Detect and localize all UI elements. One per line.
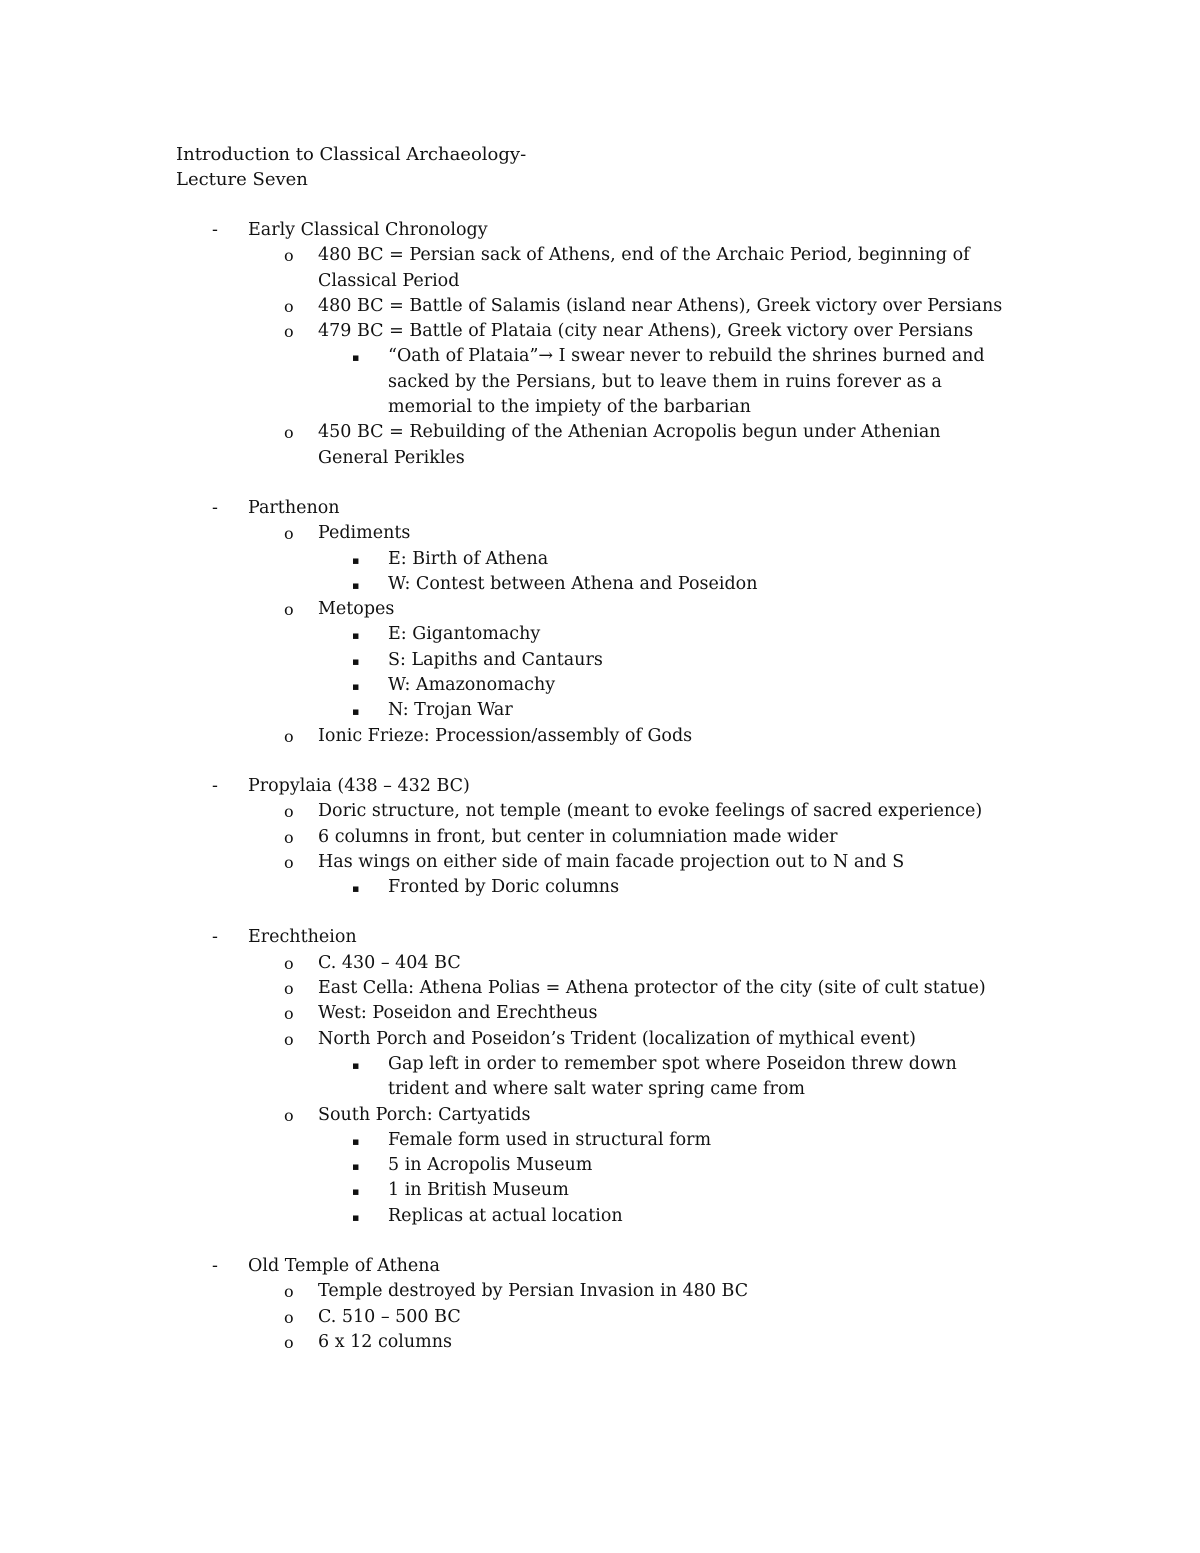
outline-item [0,724,1200,749]
circle-bullet: o [284,953,294,973]
outline-subitem-continuation [0,1077,1200,1102]
outline-subitem [0,673,1200,698]
outline-subitem-text: 1 in British Museum [388,1180,569,1201]
outline-subitem [0,698,1200,723]
outline-subitem-text: 5 in Acropolis Museum [388,1155,593,1176]
outline-item [0,1330,1200,1355]
square-bullet-icon: ▪ [352,654,360,668]
square-bullet-icon: ▪ [352,578,360,592]
outline-subitem-text: Replicas at actual location [388,1205,623,1226]
outline-item [0,294,1200,319]
outline-subitem-continuation [0,395,1200,420]
dash-bullet: - [212,775,218,796]
circle-bullet: o [284,600,294,620]
outline-item-text: C. 430 – 404 BC [318,952,461,973]
square-bullet-icon: ▪ [352,553,360,567]
circle-bullet: o [284,802,294,822]
circle-bullet: o [284,827,294,847]
circle-bullet: o [284,852,294,872]
outline-item-text: North Porch and Poseidon’s Trident (localization of mythical event) [318,1028,916,1049]
outline-item [0,597,1200,622]
outline-section [0,1254,1200,1355]
square-bullet-icon: ▪ [352,1185,360,1199]
outline-item-text: Doric structure, not temple (meant to evoke feelings of sacred experience) [318,801,983,822]
outline-subitem [0,1178,1200,1203]
outline-subitem [0,648,1200,673]
section-heading [0,218,1200,243]
circle-bullet: o [284,1105,294,1125]
outline-subitem-text: Gap left in order to remember spot where Poseidon threw down [388,1053,957,1074]
outline-item-continuation [0,446,1200,471]
document-subtitle: Lecture Seven [176,169,308,190]
section-heading [0,925,1200,950]
outline-subitem-text: trident and where salt water spring came from [388,1079,806,1100]
circle-bullet: o [284,1332,294,1352]
outline-section [0,774,1200,900]
outline-subitem [0,875,1200,900]
circle-bullet: o [284,1307,294,1327]
square-bullet-icon: ▪ [352,1058,360,1072]
outline-subitem-text: W: Contest between Athena and Poseidon [388,573,758,594]
section-heading-text: Early Classical Chronology [248,220,488,240]
dash-bullet: - [212,497,218,518]
outline-subitem [0,1204,1200,1229]
circle-bullet: o [284,1004,294,1024]
dash-bullet: - [212,1255,218,1276]
outline-subitem-text: E: Gigantomachy [388,624,541,645]
outline-item-text: C. 510 – 500 BC [318,1306,461,1327]
outline-subitem [0,1153,1200,1178]
outline-section [0,925,1200,1229]
square-bullet-icon: ▪ [352,1160,360,1174]
outline-item-text: Temple destroyed by Persian Invasion in 480 BC [318,1281,749,1302]
outline-item [0,1027,1200,1052]
outline-item-text: 6 x 12 columns [318,1331,453,1352]
outline-subitem [0,344,1200,369]
outline-item [0,319,1200,344]
outline-item-text: General Perikles [318,447,465,468]
outline-item-text: Ionic Frieze: Procession/assembly of Gods [318,725,693,746]
outline-section [0,496,1200,749]
section-heading-text: Parthenon [248,497,340,518]
outline-item-text: East Cella: Athena Polias = Athena protector of the city (site of cult statue) [318,978,986,999]
circle-bullet: o [284,979,294,999]
outline-item [0,420,1200,445]
circle-bullet: o [284,296,294,316]
section-heading-text: Erechtheion [248,927,357,948]
outline-subitem-text: E: Birth of Athena [388,548,549,569]
square-bullet-icon: ▪ [352,680,360,694]
document-title: Introduction to Classical Archaeology- [176,144,527,165]
outline-subitem-text: Fronted by Doric columns [388,877,620,898]
circle-bullet: o [284,246,294,266]
outline-item [0,799,1200,824]
circle-bullet: o [284,726,294,746]
outline-item-text: West: Poseidon and Erechtheus [318,1003,598,1024]
square-bullet-icon: ▪ [352,882,360,896]
outline [0,218,1200,1355]
outline-item-text: Classical Period [318,270,460,291]
section-heading [0,774,1200,799]
outline-item [0,1279,1200,1304]
circle-bullet: o [284,1029,294,1049]
outline-item-text: 6 columns in front, but center in columniation made wider [318,826,838,847]
outline-subitem [0,1052,1200,1077]
circle-bullet: o [284,1282,294,1302]
outline-subitem-text: “Oath of Plataia”→ I swear never to rebuild the shrines burned and [388,346,985,367]
square-bullet-icon: ▪ [352,1210,360,1224]
outline-item-continuation [0,269,1200,294]
outline-subitem-text: Female form used in structural form [388,1129,712,1150]
square-bullet-icon: ▪ [352,629,360,643]
outline-subitem-text: memorial to the impiety of the barbarian [388,397,751,418]
outline-item [0,1001,1200,1026]
section-heading [0,1254,1200,1279]
square-bullet-icon: ▪ [352,1134,360,1148]
outline-subitem [0,1128,1200,1153]
outline-item [0,825,1200,850]
outline-item [0,951,1200,976]
square-bullet-icon: ▪ [352,351,360,365]
square-bullet-icon: ▪ [352,705,360,719]
outline-item [0,976,1200,1001]
outline-item [0,243,1200,268]
outline-item [0,521,1200,546]
outline-item-text: 450 BC = Rebuilding of the Athenian Acropolis begun under Athenian [318,422,941,443]
outline-subitem-text: N: Trojan War [388,700,513,721]
outline-item-text: 480 BC = Battle of Salamis (island near Athens), Greek victory over Persians [318,295,1003,316]
outline-item-text: 480 BC = Persian sack of Athens, end of the Archaic Period, beginning of [318,245,970,266]
outline-subitem-text: W: Amazonomachy [388,675,556,696]
circle-bullet: o [284,524,294,544]
section-heading [0,496,1200,521]
outline-subitem-text: S: Lapiths and Cantaurs [388,649,603,670]
section-heading-text: Old Temple of Athena [248,1255,440,1276]
outline-section [0,218,1200,471]
outline-item-text: 479 BC = Battle of Plataia (city near Athens), Greek victory over Persians [318,321,974,342]
circle-bullet: o [284,322,294,342]
outline-item-text: Metopes [318,599,395,620]
outline-subitem [0,572,1200,597]
dash-bullet: - [212,220,218,240]
outline-subitem-continuation [0,370,1200,395]
dash-bullet: - [212,927,218,948]
outline-item [0,1305,1200,1330]
outline-item-text: South Porch: Cartyatids [318,1104,531,1125]
outline-item-text: Has wings on either side of main facade projection out to N and S [318,851,905,872]
outline-item-text: Pediments [318,523,411,544]
outline-subitem [0,622,1200,647]
outline-subitem-text: sacked by the Persians, but to leave them in ruins forever as a [388,371,942,392]
circle-bullet: o [284,423,294,443]
outline-subitem [0,547,1200,572]
outline-item [0,1103,1200,1128]
outline-item [0,850,1200,875]
section-heading-text: Propylaia (438 – 432 BC) [248,775,470,796]
